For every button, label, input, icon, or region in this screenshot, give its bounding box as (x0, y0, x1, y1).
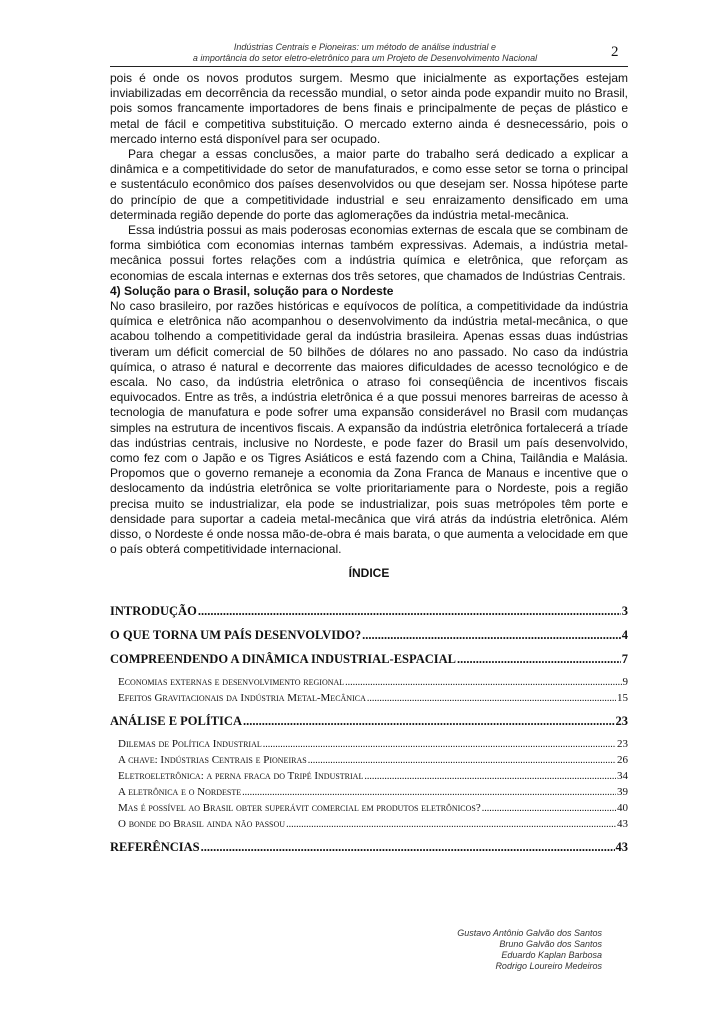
toc-subentry[interactable] (110, 786, 628, 802)
toc-entry-label: ANÁLISE E POLÍTICA (110, 714, 242, 728)
toc-entry-label: COMPREENDENDO A DINÂMICA INDUSTRIAL-ESPACIAL (110, 652, 456, 666)
toc-leader (201, 840, 615, 855)
toc-entry[interactable] (110, 714, 628, 734)
paragraph: Para chegar a essas conclusões, a maior parte do trabalho será dedicado a explicar a dinâmica e a competitividade do setor de manufaturados, e como esse setor se torna o principal e sustentáculo econômico dos países desenvolvidos ou que desejam ser. Nossa hipótese parte do princípio de que a competitividade industrial e seu enraizamento densificado em uma determinada região depende do porte das aglomerações da indústria metal-mecânica. (110, 147, 628, 222)
toc-entry-page: 26 (617, 754, 628, 766)
toc-leader (482, 802, 616, 814)
header-line-1: Indústrias Centrais e Pioneiras: um método de análise industrial e (233, 42, 497, 52)
toc-entry-page: 4 (621, 628, 628, 642)
header-divider (110, 66, 628, 67)
toc-entry[interactable] (110, 604, 628, 624)
toc-entry-label: A chave: Indústrias Centrais e Pioneiras (118, 754, 307, 766)
author-name: Bruno Galvão dos Santos (499, 939, 602, 949)
table-of-contents (110, 604, 628, 864)
running-header (160, 42, 570, 64)
author-name: Eduardo Kaplan Barbosa (501, 950, 602, 960)
toc-entry-page: 43 (617, 818, 628, 830)
paragraph: No caso brasileiro, por razões históricas e equívocos de política, a competitividade da indústria química e eletrônica não acompanhou o desenvolvimento da indústria metal-mecânica, o que acabou tolhendo a competitividade geral da indústria brasileira. Apenas essas duas indústrias tiveram um déficit comercial de 50 bilhões de dólares no ano passado. No caso da indústria química, o atraso é natural e decorrente das maiores dificuldades de acesso tecnológico e de escala. No caso, da indústria eletrônica o atraso foi conseqüência de incentivos fiscais equivocados. Entre as três, a indústria eletrônica é a que possui menores barreiras de acesso à tecnologia de manufatura e pode sofrer uma expansão considerável no Brasil com mudanças simples na estrutura de incentivos fiscais. A expansão da indústria eletrônica fortalecerá a tríade das indústrias centrais, inclusive no Nordeste, e pode fazer do Brasil um país desenvolvido, como fez com o Japão e os Tigres Asiáticos e está fazendo com a China, Tailândia e Malásia. Propomos que o governo remaneje a economia da Zona Franca de Manaus e incentive que o deslocamento da indústria eletrônica se volte prioritariamente para o Nordeste, pois a região precisa muito se industrializar, ela pode se industrializar, pois suas metrópoles têm porte e densidade para suportar a cadeia metal-mecânica que virá atrás da indústria eletrônica. Além disso, o Nordeste é onde nossa mão-de-obra é mais barata, o que aumenta a velocidade em que o país obterá competitividade internacional. (110, 299, 628, 557)
toc-entry-label: Eletroeletrônica: a perna fraca do Tripé Industrial (118, 770, 364, 782)
toc-entry-label: Dilemas de Política Industrial (118, 738, 262, 750)
toc-subentry[interactable] (110, 770, 628, 786)
toc-entry-page: 40 (617, 802, 628, 814)
toc-entry-label: Mas é possível ao Brasil obter superávit comercial em produtos eletrônicos? (118, 802, 481, 814)
toc-entry-label: INTRODUÇÃO (110, 604, 197, 618)
toc-entry-label: Efeitos Gravitacionais da Indústria Metal-Mecânica (118, 692, 366, 704)
toc-entry-page: 43 (615, 840, 628, 854)
author-name: Gustavo Antônio Galvão dos Santos (457, 928, 602, 938)
toc-entry[interactable] (110, 840, 628, 860)
toc-entry-page: 9 (622, 676, 628, 688)
toc-entry-label: O QUE TORNA UM PAÍS DESENVOLVIDO? (110, 628, 362, 642)
authors-block (440, 928, 602, 972)
toc-leader (362, 628, 621, 643)
toc-subentry[interactable] (110, 818, 628, 834)
toc-entry-page: 15 (617, 692, 628, 704)
toc-entry-label: Economias externas e desenvolvimento regional (118, 676, 345, 688)
toc-subentry[interactable] (110, 754, 628, 770)
toc-leader (308, 754, 616, 766)
toc-leader (198, 604, 621, 619)
toc-title: ÍNDICE (348, 566, 390, 580)
toc-entry-label: O bonde do Brasil ainda não passou (118, 818, 286, 830)
author-name: Rodrigo Loureiro Medeiros (495, 961, 602, 971)
header-line-2: a importância do setor eletro-eletrônico para um Projeto de Desenvolvimento Nacional (192, 53, 538, 63)
toc-entry-page: 23 (615, 714, 628, 728)
toc-leader (457, 652, 621, 667)
toc-subentry[interactable] (110, 692, 628, 708)
toc-subentry[interactable] (110, 738, 628, 754)
toc-entry[interactable] (110, 652, 628, 672)
body-text (110, 71, 628, 558)
toc-subentry[interactable] (110, 802, 628, 818)
toc-entry[interactable] (110, 628, 628, 648)
toc-entry-page: 3 (621, 604, 628, 618)
toc-leader (286, 818, 616, 830)
toc-entry-page: 23 (617, 738, 628, 750)
toc-leader (243, 714, 615, 729)
toc-leader (263, 738, 616, 750)
toc-entry-label: REFERÊNCIAS (110, 840, 200, 854)
toc-leader (364, 770, 616, 782)
toc-subentry[interactable] (110, 676, 628, 692)
toc-entry-page: 34 (617, 770, 628, 782)
paragraph: Essa indústria possui as mais poderosas economias externas de escala que se combinam de forma simbiótica com economias internas também expressivas. Ademais, a indústria metal-mecânica possui fortes relações com a indústria química e eletrônica, que reforçam as economias de escala internas e externas dos três setores, que chamados de Indústrias Centrais. (110, 223, 628, 283)
page-number: 2 (611, 44, 619, 60)
toc-leader (345, 676, 621, 688)
toc-leader (242, 786, 616, 798)
toc-leader (367, 692, 616, 704)
section-heading: 4) Solução para o Brasil, solução para o Nordeste (110, 283, 394, 298)
toc-entry-label: A eletrônica e o Nordeste (118, 786, 242, 798)
toc-entry-page: 7 (621, 652, 628, 666)
toc-entry-page: 39 (617, 786, 628, 798)
paragraph: pois é onde os novos produtos surgem. Mesmo que inicialmente as exportações estejam inviabilizadas em decorrência da recessão mundial, o setor ainda pode expandir muito no Brasil, pois somos francamente importadores de bens finais e principalmente de peças de plástico e metal de fácil e competitiva substituição. O mercado externo ainda é desnecessário, pois o mercado interno está disponível para ser ocupado. (110, 71, 628, 146)
